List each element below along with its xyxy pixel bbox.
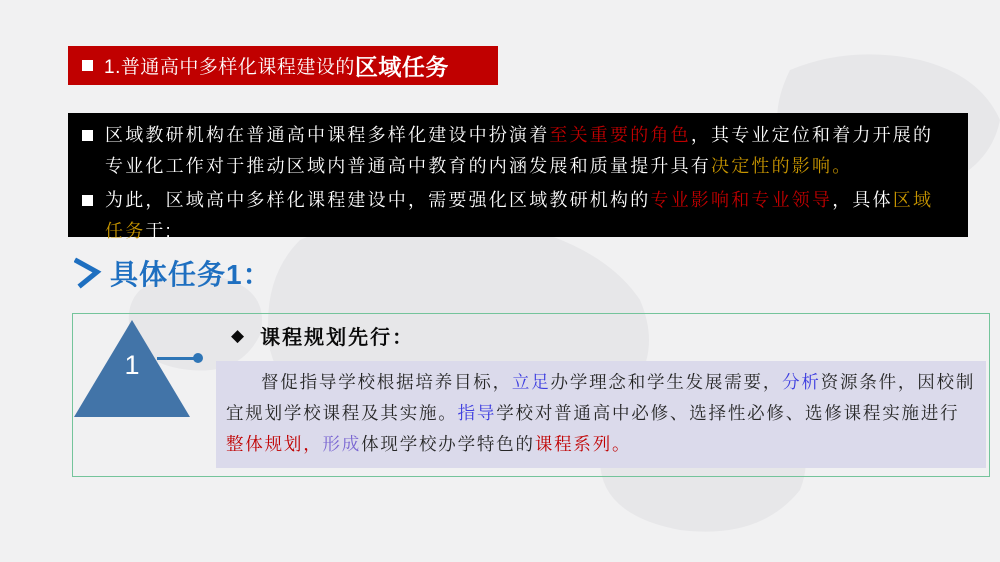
text-segment: 至关重要的角色 xyxy=(549,125,691,145)
text-segment: 学校对普通高中必修、选择性必修、选修课程实施进行 xyxy=(496,403,960,423)
text-segment: 于: xyxy=(145,221,173,241)
task-heading-row xyxy=(231,321,414,350)
title-banner xyxy=(68,46,498,85)
callout-line xyxy=(157,357,195,360)
intro-panel xyxy=(68,113,968,241)
text-segment: 决定性的影响。 xyxy=(711,156,853,176)
text-segment: 体现学校办学特色的 xyxy=(361,434,535,454)
text-segment: 课程系列。 xyxy=(534,434,632,454)
text-segment: 形成 xyxy=(322,434,362,454)
text-segment: 资源条件，因校制宜规划学校课程及其实施。 xyxy=(226,372,976,423)
text-segment: 办学理念和学生发展需要， xyxy=(550,372,783,392)
square-bullet-icon xyxy=(82,195,93,206)
diamond-bullet-icon: ◆ xyxy=(231,326,245,345)
section-heading-label: 具体任务1： xyxy=(110,259,272,290)
text-segment: 为此，区域高中多样化课程建设中，需要强化区域教研机构的 xyxy=(105,190,651,210)
task-box xyxy=(72,313,990,477)
callout-dot-icon xyxy=(193,353,203,363)
bullet-item xyxy=(82,120,948,182)
bullet-text xyxy=(105,185,943,247)
text-segment: 整体规划， xyxy=(226,434,323,454)
text-segment: 专业影响和专业领导 xyxy=(650,190,833,210)
title-text-emphasis: 区域任务 xyxy=(354,54,449,80)
text-segment: ，其专业定位和着力开展的专业化工作对于推动区域内普通高中教育的内涵发展和质量提升具有 xyxy=(105,125,934,176)
square-bullet-icon xyxy=(82,60,93,71)
step-number: 1 xyxy=(124,350,140,380)
bullet-text xyxy=(105,120,943,182)
text-segment: 督促指导学校根据培养目标， xyxy=(261,372,512,392)
bullet-item xyxy=(82,185,948,247)
chevron-right-icon xyxy=(74,257,102,289)
text-segment: 区域任务 xyxy=(105,190,934,241)
text-segment: 区域教研机构在普通高中课程多样化建设中扮演着 xyxy=(105,125,550,145)
text-segment: 分析 xyxy=(782,372,821,392)
section-heading xyxy=(74,253,272,293)
text-segment: ，具体 xyxy=(832,190,893,210)
text-segment: 立足 xyxy=(511,372,551,392)
title-text: 1.普通高中多样化课程建设的 xyxy=(104,57,355,78)
task-description-panel xyxy=(216,361,986,468)
text-segment: 指导 xyxy=(457,403,497,423)
square-bullet-icon xyxy=(82,130,93,141)
task-paragraph xyxy=(226,367,976,460)
task-heading-label: 课程规划先行： xyxy=(260,327,415,349)
